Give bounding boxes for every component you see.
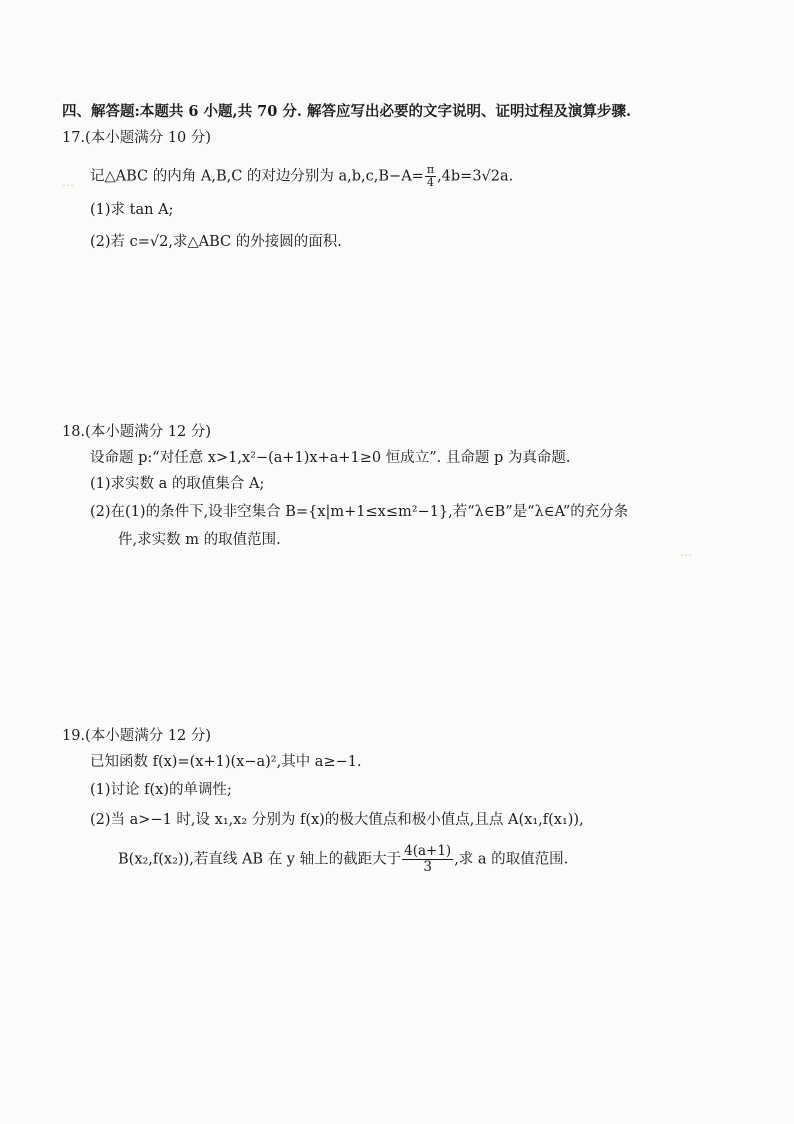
q17-label: 17.(本小题满分 10 分)	[62, 130, 212, 146]
q17-part2: (2)若 c=√2,求△ABC 的外接圆的面积.	[90, 234, 342, 250]
q17-stem	[90, 164, 513, 189]
section-heading: 四、解答题:本题共 6 小题,共 70 分. 解答应写出必要的文字说明、证明过程及演算步骤.	[62, 103, 632, 120]
show-through-mark: ⋯	[680, 548, 692, 562]
q18-label: 18.(本小题满分 12 分)	[62, 424, 212, 440]
q18-part1: (1)求实数 a 的取值集合 A;	[90, 476, 265, 492]
q19-part2-text-a: B(x₂,f(x₂)),若直线 AB 在 y 轴上的截距大于	[118, 851, 402, 868]
q19-stem: 已知函数 f(x)=(x+1)(x−a)²,其中 a≥−1.	[90, 754, 362, 770]
q19-fraction-numerator: 4(a+1)	[404, 843, 452, 859]
q19-part2-text-b: ,求 a 的取值范围.	[454, 851, 569, 868]
q17-stem-text-b: ,4b=3√2a.	[437, 168, 514, 185]
q19-label: 19.(本小题满分 12 分)	[62, 728, 212, 744]
q17-fraction-denominator: 4	[426, 176, 434, 189]
q18-part2-line2: 件,求实数 m 的取值范围.	[118, 532, 281, 548]
q18-stem: 设命题 p:“对任意 x>1,x²−(a+1)x+a+1≥0 恒成立”. 且命题 p 为真命题.	[90, 450, 571, 466]
q17-part1: (1)求 tan A;	[90, 202, 174, 218]
q18-part2-line1: (2)在(1)的条件下,设非空集合 B={x|m+1≤x≤m²−1},若“λ∈B”是“λ∈A”的充分条	[90, 504, 629, 520]
q19-part2-line1: (2)当 a>−1 时,设 x₁,x₂ 分别为 f(x)的极大值点和极小值点,且点 A(x₁,f(x₁)),	[90, 812, 584, 828]
q19-part1: (1)讨论 f(x)的单调性;	[90, 782, 232, 798]
q19-part2-line2	[118, 844, 568, 875]
show-through-mark: ⋯	[62, 178, 74, 192]
q19-fraction-denominator: 3	[423, 859, 432, 875]
q19-fraction	[402, 844, 453, 875]
q17-stem-text-a: 记△ABC 的内角 A,B,C 的对边分别为 a,b,c,B−A=	[90, 168, 424, 185]
q17-fraction-numerator: π	[426, 163, 435, 176]
q17-fraction	[425, 164, 436, 189]
